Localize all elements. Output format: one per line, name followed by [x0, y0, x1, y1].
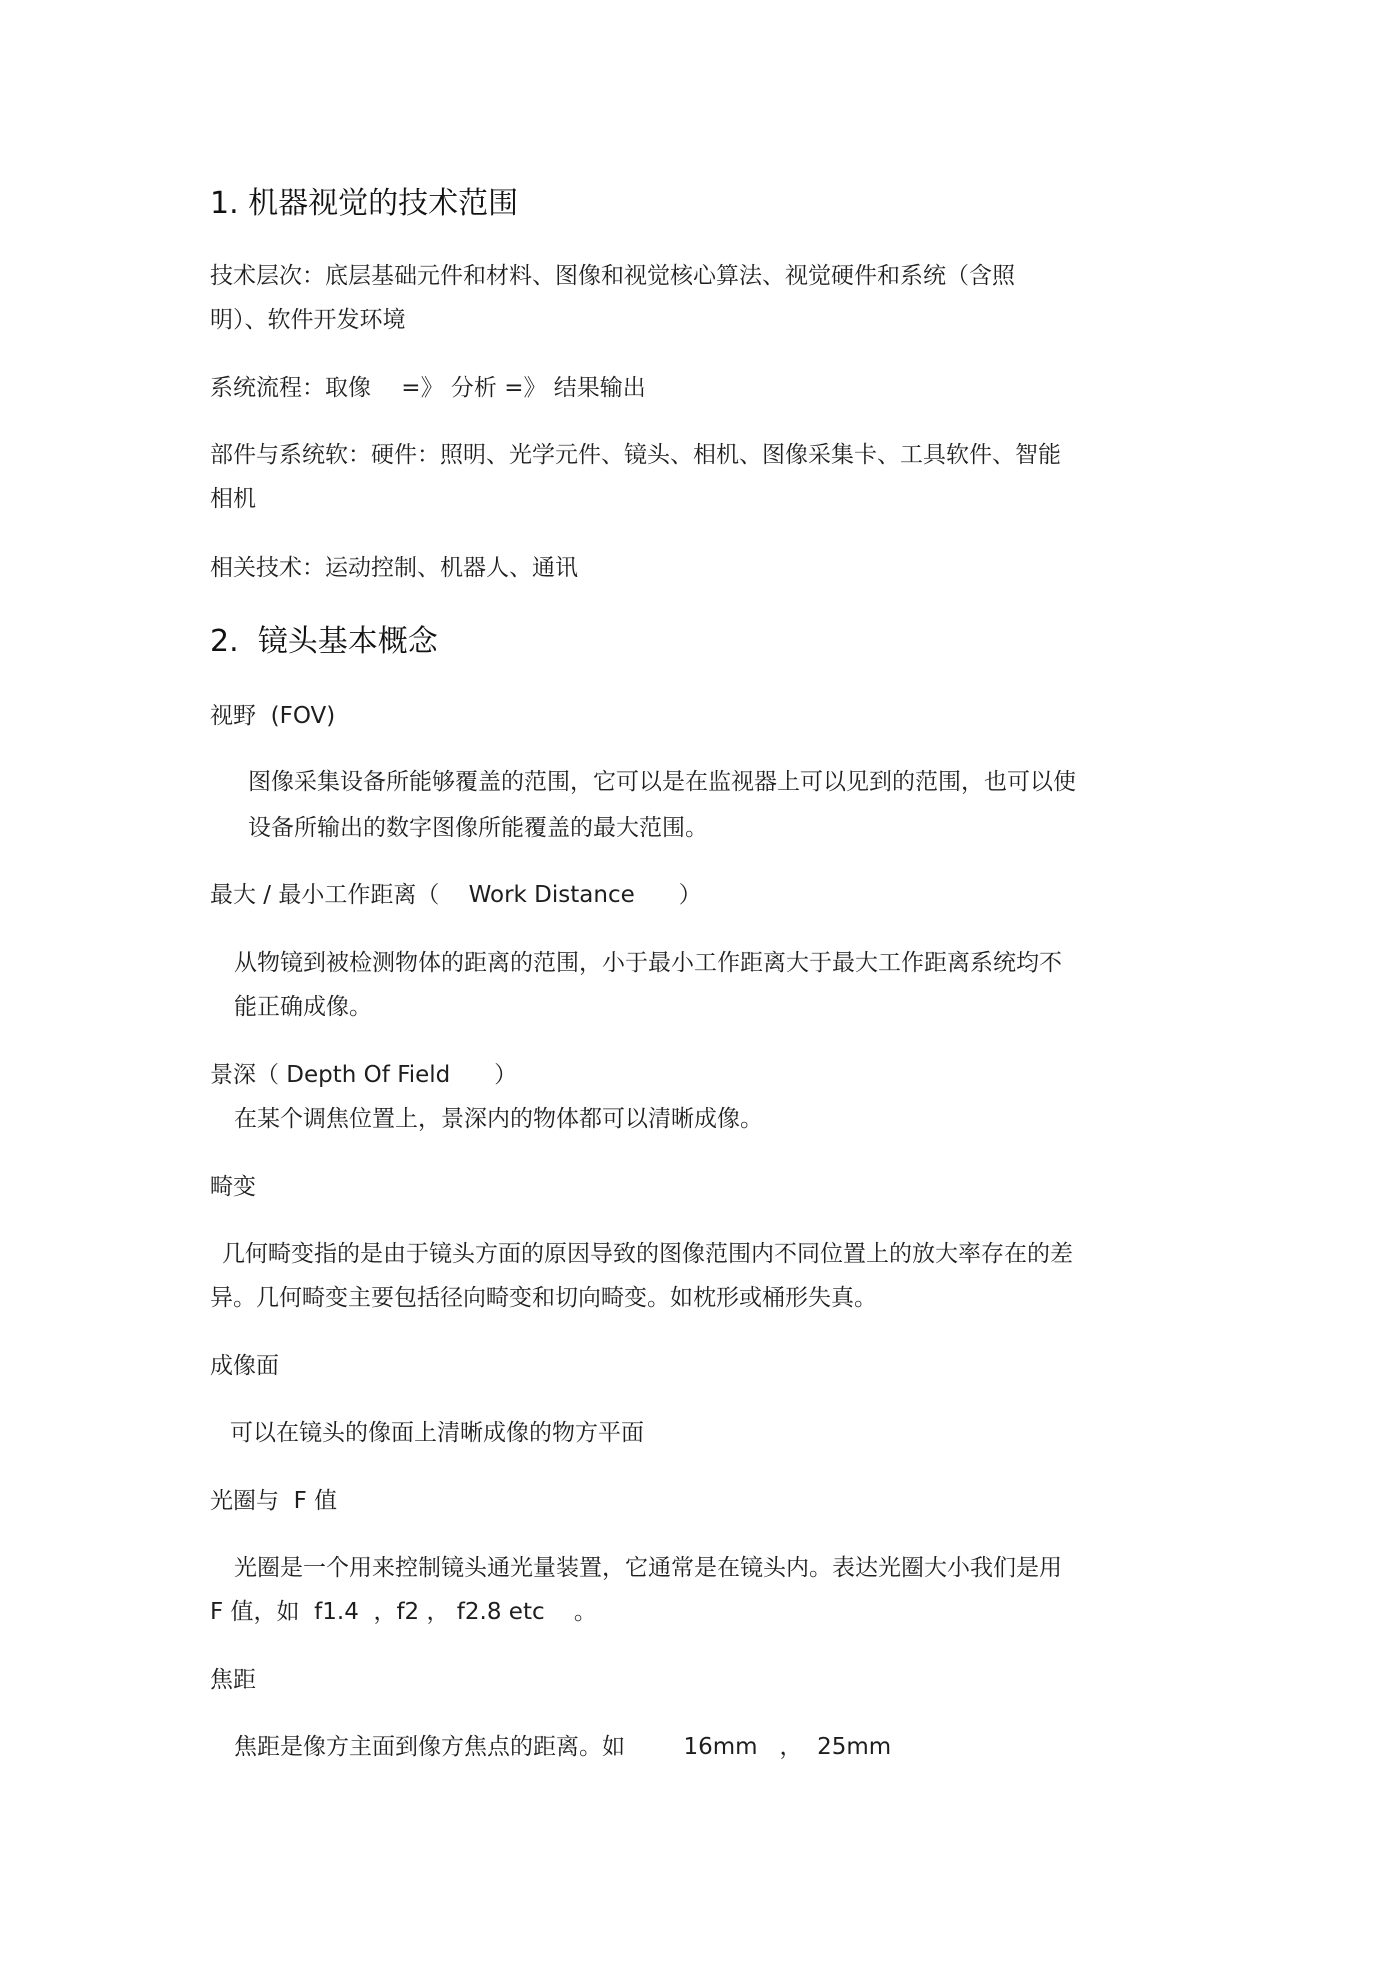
image-plane-title: 成像面: [210, 1353, 279, 1379]
section2-heading: 2. 镜头基本概念: [210, 624, 438, 659]
related-tech: 相关技术：运动控制、机器人、通讯: [210, 555, 578, 581]
distortion-title: 畸变: [210, 1174, 256, 1200]
fov-title: 视野 (FOV): [210, 703, 336, 729]
depth-of-field-line1: 在某个调焦位置上，景深内的物体都可以清晰成像。: [234, 1106, 763, 1132]
fov-line2: 设备所输出的数字图像所能覆盖的最大范围。: [248, 815, 708, 841]
aperture-line2: F 值，如 f1.4 ，f2 ， f2.8 etc 。: [210, 1599, 597, 1625]
components-line1: 部件与系统软：硬件：照明、光学元件、镜头、相机、图像采集卡、工具软件、智能: [210, 442, 1061, 468]
tech-levels-line1: 技术层次：底层基础元件和材料、图像和视觉核心算法、视觉硬件和系统（含照: [210, 263, 1015, 289]
work-distance-title: 最大 / 最小工作距离（ Work Distance ）: [210, 882, 702, 908]
depth-of-field-title: 景深（ Depth Of Field ）: [210, 1062, 518, 1088]
work-distance-line2: 能正确成像。: [234, 994, 372, 1020]
work-distance-line1: 从物镜到被检测物体的距离的范围，小于最小工作距离大于最大工作距离系统均不: [234, 950, 1062, 976]
focal-length-title: 焦距: [210, 1667, 256, 1693]
fov-line1: 图像采集设备所能够覆盖的范围，它可以是在监视器上可以见到的范围，也可以使: [248, 769, 1076, 795]
aperture-title: 光圈与 F 值: [210, 1488, 338, 1514]
image-plane-line1: 可以在镜头的像面上清晰成像的物方平面: [230, 1420, 644, 1446]
tech-levels-line2: 明）、软件开发环境: [210, 307, 406, 333]
section1-heading: 1. 机器视觉的技术范围: [210, 186, 519, 221]
focal-length-line1: 焦距是像方主面到像方焦点的距离。如 16mm ， 25mm: [234, 1734, 892, 1760]
system-flow: 系统流程：取像 =》 分析 =》 结果输出: [210, 375, 646, 401]
distortion-line2: 异。几何畸变主要包括径向畸变和切向畸变。如枕形或桶形失真。: [210, 1285, 877, 1311]
distortion-line1: 几何畸变指的是由于镜头方面的原因导致的图像范围内不同位置上的放大率存在的差: [222, 1241, 1073, 1267]
aperture-line1: 光圈是一个用来控制镜头通光量装置，它通常是在镜头内。表达光圈大小我们是用: [234, 1555, 1062, 1581]
components-line2: 相机: [210, 486, 256, 512]
